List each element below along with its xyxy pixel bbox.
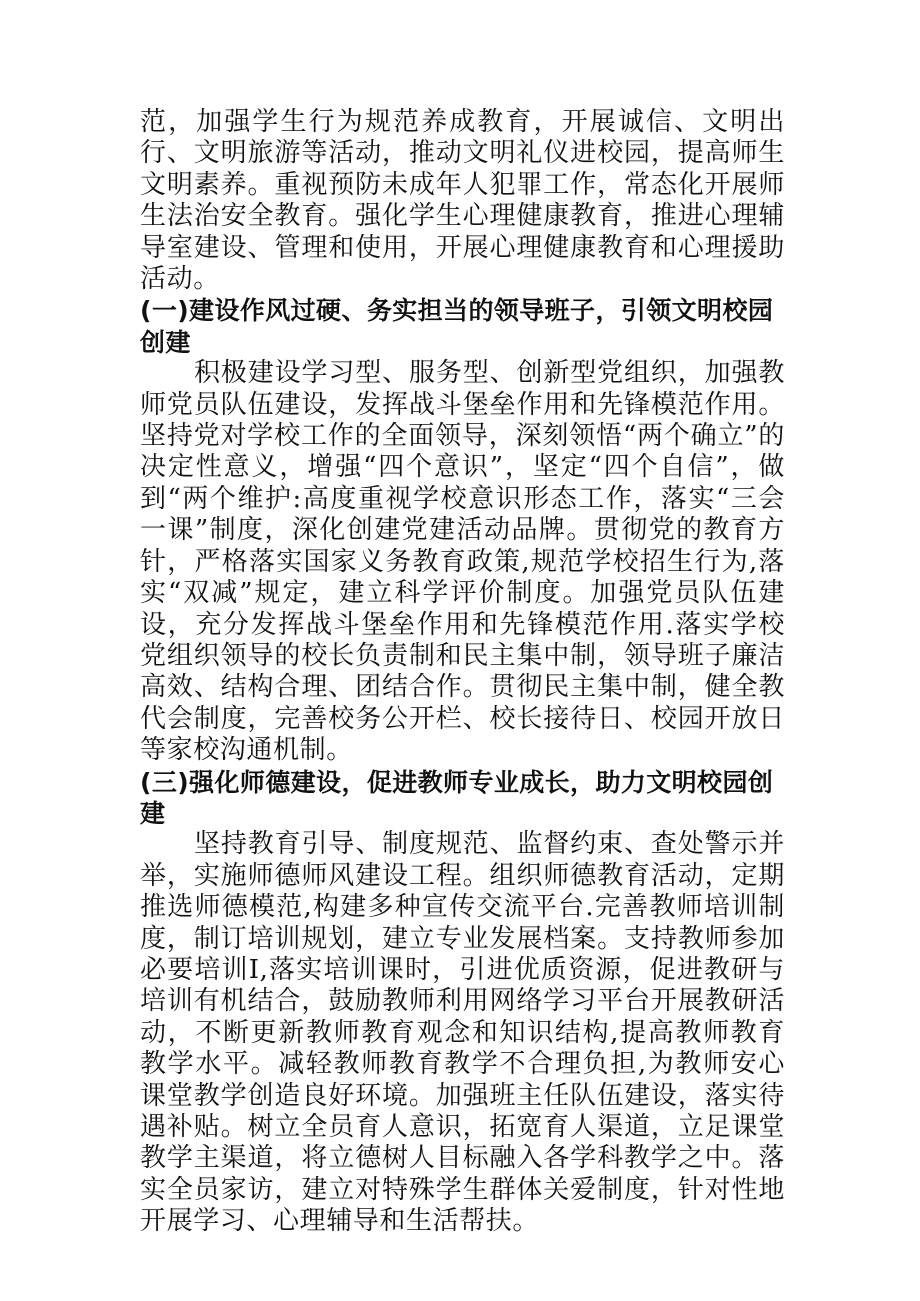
- body-paragraph-1: 范，加强学生行为规范养成教育，开展诚信、文明出行、文明旅游等活动，推动文明礼仪进校园，提高师生文明素养。重视预防未成年人犯罪工作，常态化开展师生法治安全教育。强化学生心理健康教育，推进心理辅导室建设、管理和使用，开展心理健康教育和心理援助活动。: [140, 107, 785, 295]
- section-heading-1: (一)建设作风过硬、务实担当的领导班子，引领文明校园创建: [140, 296, 774, 357]
- body-paragraph-2: 积极建设学习型、服务型、创新型党组织，加强教师党员队伍建设，发挥战斗堡垒作用和先锋模范作用。坚持党对学校工作的全面领导，深刻领悟“两个确立”的决定性意义，增强“四个意识”，坚定“四个自信”，做到“两个维护:高度重视学校意识形态工作，落实“三会一课”制度，深化创建党建活动品牌。贯彻党的教育方针，严格落实国家义务教育政策,规范学校招生行为,落实“双减”规定，建立科学评价制度。加强党员队伍建设，充分发挥战斗堡垒作用和先锋模范作用.落实学校党组织领导的校长负责制和民主集中制，领导班子廉洁高效、结构合理、团结合作。贯彻民主集中制，健全教代会制度，完善校务公开栏、校长接待日、校园开放日等家校沟通机制。: [140, 358, 785, 766]
- document-page: [140, 107, 785, 1238]
- body-paragraph-3: 坚持教育引导、制度规范、监督约束、查处警示并举，实施师德师风建设工程。组织师德教育活动，定期推选师德模范,构建多种宣传交流平台.完善教师培训制度，制订培训规划，建立专业发展档案。支持教师参加必要培训I,落实培训课时，引进优质资源，促进教研与培训有机结合，鼓励教师利用网络学习平台开展教研活动，不断更新教师教育观念和知识结构,提高教师教育教学水平。减轻教师教育教学不合理负担,为教师安心课堂教学创造良好环境。加强班主任队伍建设，落实待遇补贴。树立全员育人意识，拓宽育人渠道，立足课堂教学主渠道，将立德树人目标融入各学科教学之中。落实全员家访，建立对特殊学生群体关爱制度，针对性地开展学习、心理辅导和生活帮扶。: [140, 829, 785, 1237]
- section-heading-3: (三)强化师德建设，促进教师专业成长，助力文明校园创建: [140, 767, 774, 828]
